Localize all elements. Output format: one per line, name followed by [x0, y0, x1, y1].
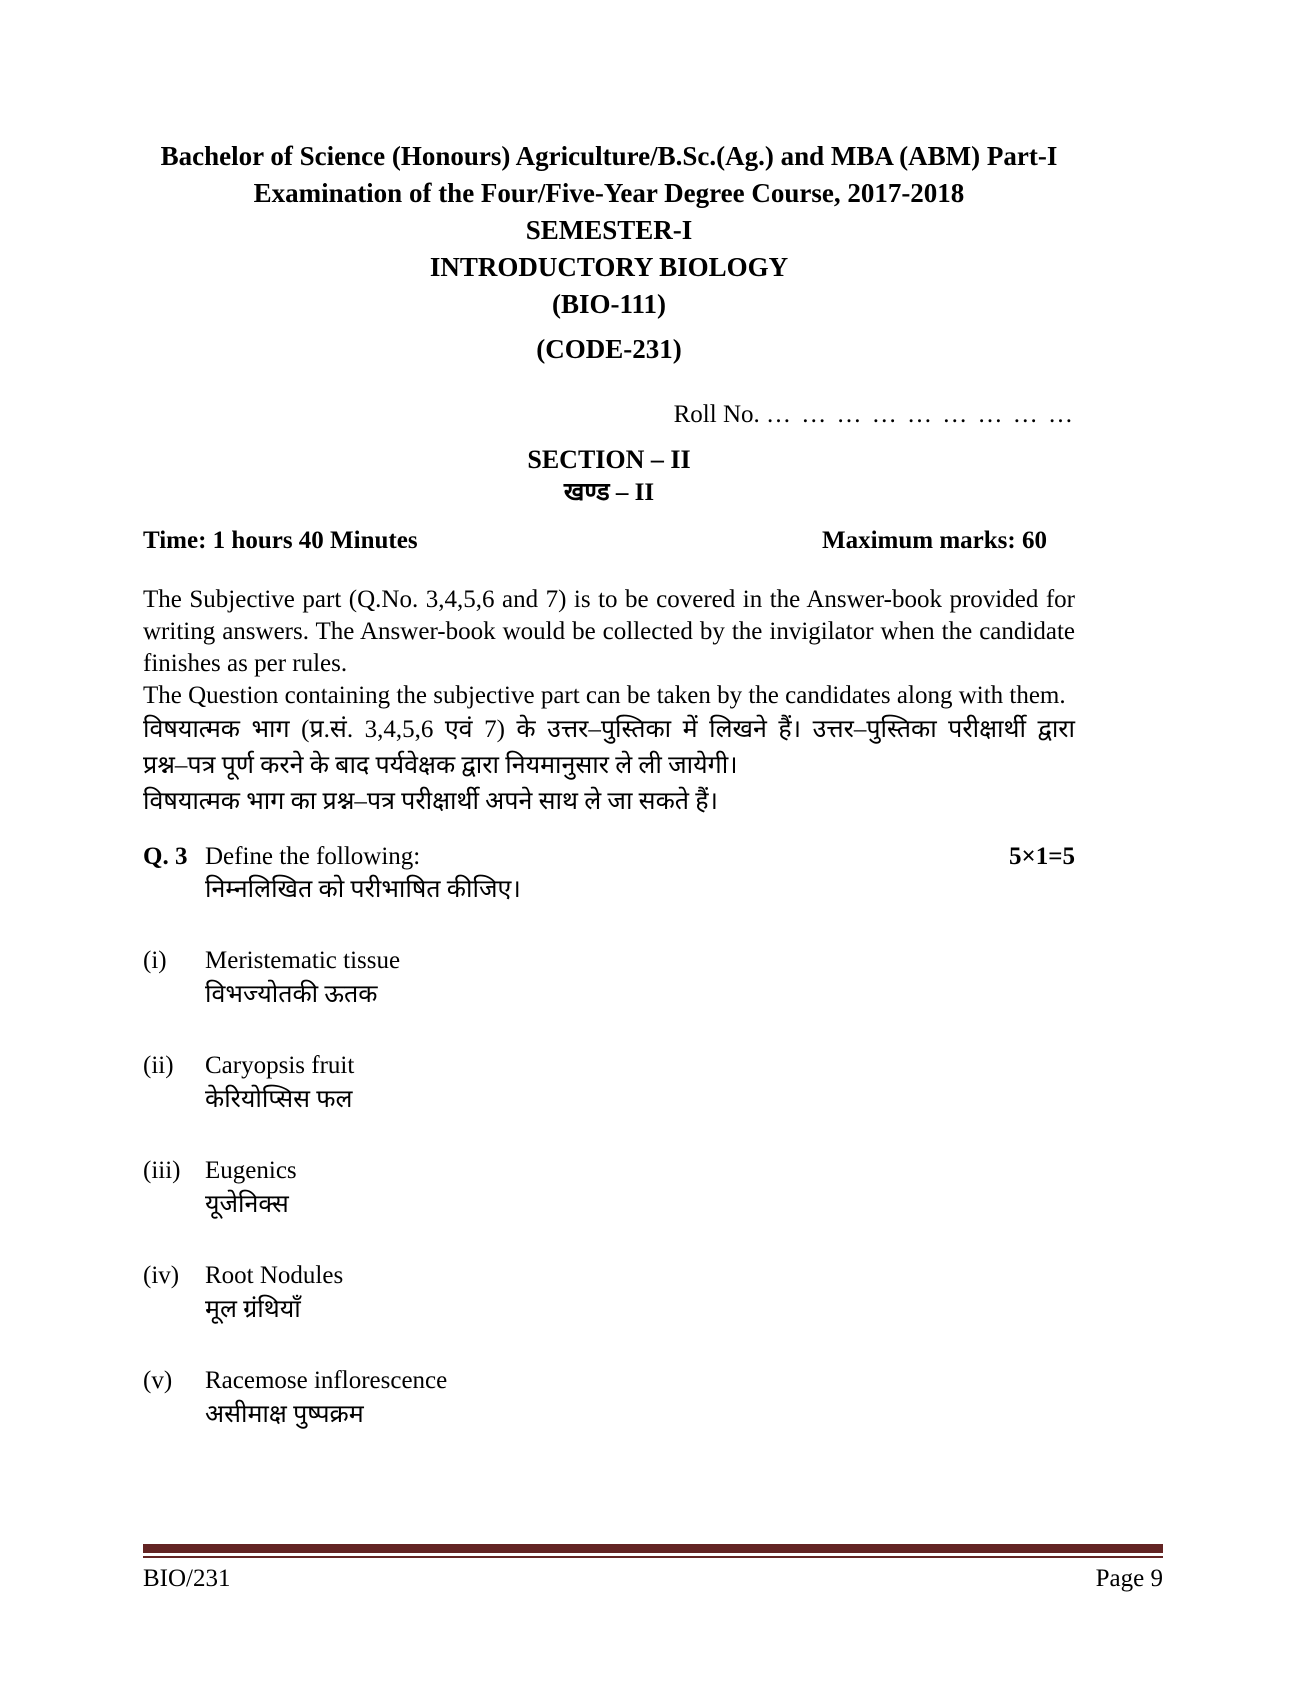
instruction-en-line: The Question containing the subjective part can be taken by the candidates along with them. — [143, 682, 1066, 709]
question-items-list — [143, 944, 1075, 1432]
item-term-en: Eugenics — [205, 1157, 297, 1184]
instruction-en-line: The Subjective part (Q.No. 3,4,5,6 and 7) is to be covered in the Answer-book provided for — [143, 586, 1075, 613]
maximum-marks: Maximum marks: 60 — [822, 527, 1047, 554]
item-term-hi: मूल ग्रंथियाँ — [205, 1296, 301, 1323]
item-term-hi: असीमाक्ष पुष्पक्रम — [205, 1401, 364, 1428]
roll-no-row — [143, 398, 1075, 431]
semester-title: SEMESTER-I — [525, 215, 693, 245]
section-heading-hi: खण्ड – II — [563, 479, 655, 506]
subject-code: (BIO-111) — [551, 289, 666, 319]
page-footer — [143, 1544, 1163, 1595]
instruction-hi-line: विषयात्मक भाग का प्रश्न–पत्र परीक्षार्थी अपने साथ ले जा सकते हैं। — [143, 788, 719, 815]
instructions-block — [143, 584, 1075, 820]
item-term-hi: विभज्योतकी ऊतक — [205, 981, 378, 1008]
footer-page-number: Page 9 — [1095, 1565, 1163, 1592]
subject-title: INTRODUCTORY BIOLOGY — [429, 252, 789, 282]
paper-code: (CODE-231) — [536, 334, 682, 364]
question-item — [143, 1259, 1075, 1327]
question-3-row — [143, 840, 1075, 873]
degree-title-line2: Examination of the Four/Five-Year Degree Course, 2017-2018 — [253, 178, 965, 208]
footer-rule-thick — [143, 1544, 1163, 1553]
instruction-en-line: finishes as per rules. — [143, 650, 348, 677]
roll-no-label: Roll No. — [673, 401, 760, 428]
question-item — [143, 944, 1075, 1012]
item-term-hi: केरियोप्सिस फल — [205, 1086, 353, 1113]
item-number: (iii) — [143, 1157, 181, 1184]
item-number: (v) — [143, 1367, 173, 1394]
degree-title-line1: Bachelor of Science (Honours) Agriculture/B.Sc.(Ag.) and MBA (ABM) Part-I — [160, 141, 1058, 171]
question-text-hi: निम्नलिखित को परीभाषित कीजिए। — [205, 876, 521, 903]
question-marks: 5×1=5 — [1009, 843, 1075, 870]
question-item — [143, 1154, 1075, 1222]
item-number: (ii) — [143, 1052, 174, 1079]
time-allowed: Time: 1 hours 40 Minutes — [143, 527, 418, 554]
question-number: Q. 3 — [143, 843, 188, 870]
item-term-en: Root Nodules — [205, 1262, 344, 1289]
instruction-en-line: writing answers. The Answer-book would be collected by the invigilator when the candidate — [143, 618, 1075, 645]
footer-paper-code: BIO/231 — [143, 1565, 231, 1592]
instruction-hi-line: विषयात्मक भाग (प्र.सं. 3,4,5,6 एवं 7) के उत्तर–पुस्तिका में लिखने हैं। उत्तर–पुस्तिका परीक्षार्थी द्वारा — [143, 716, 1075, 743]
time-marks-row — [143, 524, 1075, 557]
question-item — [143, 1364, 1075, 1432]
instruction-hi-line: प्रश्न–पत्र पूर्ण करने के बाद पर्यवेक्षक द्वारा नियमानुसार ले ली जायेगी। — [143, 752, 738, 779]
page-content — [143, 138, 1075, 1432]
item-term-en: Caryopsis fruit — [205, 1052, 355, 1079]
item-term-en: Meristematic tissue — [205, 947, 401, 974]
item-number: (iv) — [143, 1262, 180, 1289]
roll-no-blank-field: … … … … … … … … … — [766, 401, 1075, 428]
section-heading-en: SECTION – II — [527, 445, 691, 474]
question-text-en: Define the following: — [205, 843, 421, 870]
paper-title-block — [143, 138, 1075, 368]
item-number: (i) — [143, 947, 167, 974]
question-item — [143, 1049, 1075, 1117]
item-term-hi: यूजेनिक्स — [205, 1191, 289, 1218]
footer-rule-thin — [143, 1556, 1163, 1558]
item-term-en: Racemose inflorescence — [205, 1367, 448, 1394]
